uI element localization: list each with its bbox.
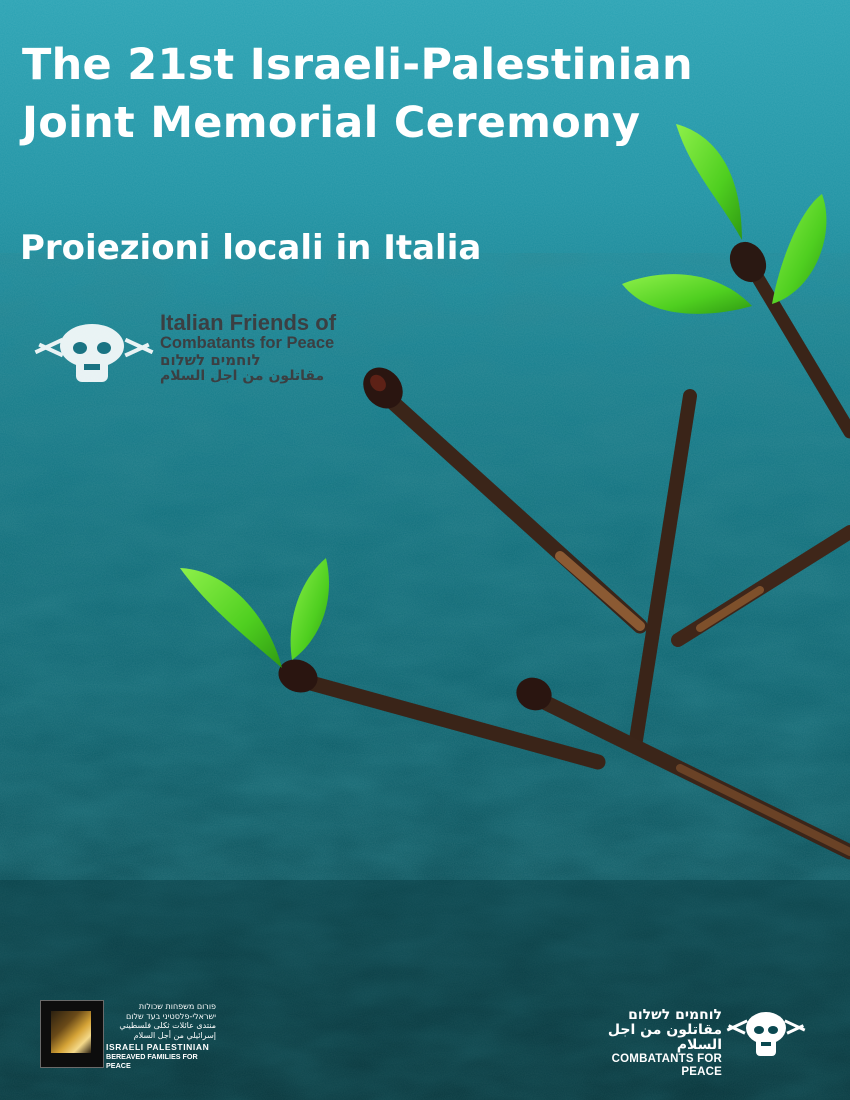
bereaved-hebrew-line2: ישראלי-פלסטיני בעד שלום — [125, 1011, 216, 1021]
italian-friends-arabic: مقاتلون من اجل السلام — [160, 368, 325, 384]
cfp-hebrew: לוחמים לשלום — [628, 1007, 722, 1023]
title-line-1: The 21st Israeli-Palestinian — [22, 40, 693, 90]
leaf-top-3 — [622, 274, 752, 314]
cfp-english: COMBATANTS FOR PEACE — [611, 1053, 722, 1078]
bereaved-families-square-mark-icon — [40, 1000, 104, 1068]
bereaved-families-logo — [40, 1000, 216, 1070]
bereaved-arabic-line2: إسرائيلي من أجل السلام — [133, 1030, 216, 1040]
cfp-arabic: مقاتلون من اجل السلام — [607, 1022, 722, 1053]
leaf-top-1 — [676, 124, 742, 240]
combatants-for-peace-emblem-icon — [724, 1006, 808, 1060]
leaf-top-2 — [772, 194, 826, 304]
match-stick-vertical — [636, 396, 690, 740]
poster-subtitle: Proiezioni locali in Italia — [20, 228, 482, 268]
bereaved-families-text — [106, 1002, 216, 1070]
match-stick-lower-left — [300, 680, 598, 762]
bereaved-english-line2: BEREAVED FAMILIES FOR PEACE — [106, 1052, 198, 1070]
bereaved-english-line1: ISRAELI PALESTINIAN — [106, 1042, 210, 1052]
match-stick-top-right — [752, 268, 850, 432]
leaf-lower-2 — [291, 558, 329, 660]
italian-friends-line1: Italian Friends of — [160, 310, 337, 335]
italian-friends-line2: Combatants for Peace — [160, 334, 335, 352]
bereaved-hebrew-line1: פורום משפחות שכולות — [138, 1002, 216, 1011]
leaf-lower-1 — [180, 568, 282, 668]
italian-friends-hebrew: לוחמים לשלום — [160, 351, 261, 369]
combatants-for-peace-logo — [572, 1007, 822, 1078]
title-line-2: Joint Memorial Ceremony — [22, 98, 641, 148]
bereaved-arabic-line1: منتدى عائلات ثكلى فلسطيني — [119, 1021, 216, 1030]
combatants-for-peace-text — [572, 1008, 722, 1079]
